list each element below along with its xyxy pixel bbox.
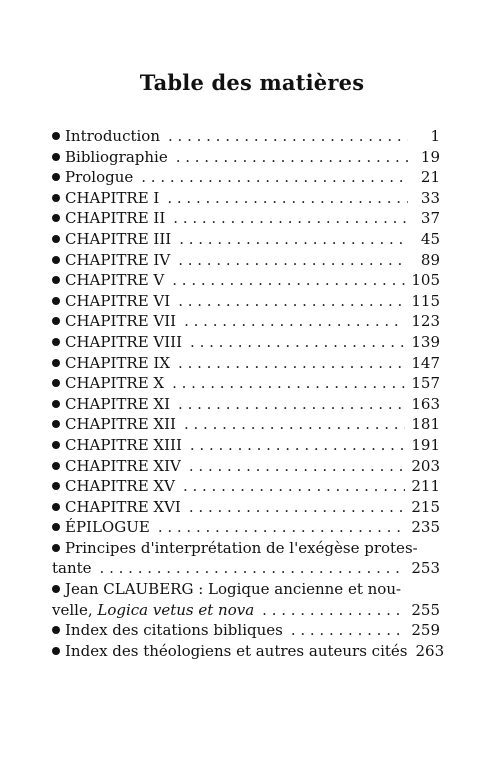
leader-dots bbox=[179, 229, 408, 250]
toc-entry-principes-line1: Principes d'interprétation de l'exégèse protes- bbox=[65, 538, 418, 557]
toc-entry[interactable] bbox=[52, 270, 440, 291]
toc-entry-page: 203 bbox=[411, 456, 440, 475]
toc-entry[interactable] bbox=[52, 353, 440, 374]
leader-dots bbox=[100, 558, 406, 579]
toc-entry[interactable] bbox=[52, 167, 440, 188]
bullet-icon bbox=[52, 188, 65, 209]
toc-entry-label: CHAPITRE X bbox=[65, 374, 165, 393]
toc-entry-page: 139 bbox=[411, 332, 440, 351]
leader-dots bbox=[262, 600, 405, 621]
toc-entry[interactable] bbox=[52, 497, 440, 518]
toc-entry-label: CHAPITRE VIII bbox=[65, 332, 183, 351]
bullet-icon bbox=[52, 579, 65, 600]
bullet-icon bbox=[52, 332, 65, 353]
toc-entry-clauberg-line2 bbox=[52, 600, 254, 621]
leader-dots bbox=[291, 620, 406, 641]
leader-dots bbox=[189, 456, 405, 477]
bullet-icon bbox=[52, 250, 65, 271]
toc-entry-index-theologiens-page: 263 bbox=[415, 641, 445, 660]
toc-entry-page: 215 bbox=[411, 497, 440, 516]
toc-entry-index-bibliques-label: Index des citations bibliques bbox=[65, 621, 283, 640]
leader-dots bbox=[167, 188, 408, 209]
bullet-icon bbox=[52, 373, 65, 394]
toc-entry-page: 105 bbox=[411, 271, 440, 290]
toc-entry[interactable] bbox=[52, 456, 440, 477]
bullet-icon bbox=[52, 497, 65, 518]
toc-entry-label: CHAPITRE XVI bbox=[65, 497, 181, 516]
toc-entry-page: 19 bbox=[420, 147, 440, 166]
bullet-icon bbox=[52, 208, 65, 229]
bullet-icon bbox=[52, 229, 65, 250]
toc-entry-page: 191 bbox=[411, 435, 440, 454]
leader-dots bbox=[172, 270, 405, 291]
toc-entry-principes-line2: tante bbox=[52, 559, 92, 578]
toc-entry[interactable] bbox=[52, 373, 440, 394]
toc-entry-label: CHAPITRE VII bbox=[65, 312, 177, 331]
bullet-icon bbox=[52, 620, 65, 641]
toc-entry-label: CHAPITRE IV bbox=[65, 250, 171, 269]
leader-dots bbox=[190, 332, 405, 353]
toc-simple-entries bbox=[52, 126, 440, 538]
bullet-icon bbox=[52, 353, 65, 374]
toc-entry-page: 37 bbox=[420, 209, 440, 228]
toc-entry-principes-page: 253 bbox=[411, 559, 440, 578]
toc-entry-clauberg-line2-prefix: velle, bbox=[52, 600, 98, 619]
page-title: Table des matières bbox=[139, 70, 365, 95]
leader-dots bbox=[184, 414, 405, 435]
toc-entry[interactable] bbox=[52, 476, 440, 497]
toc-entry-label: CHAPITRE XIII bbox=[65, 435, 182, 454]
toc-entry-label: Prologue bbox=[65, 168, 134, 187]
toc-entry[interactable] bbox=[52, 250, 440, 271]
toc-entry[interactable] bbox=[52, 208, 440, 229]
toc-entry-label: CHAPITRE XI bbox=[65, 394, 171, 413]
bullet-icon bbox=[52, 456, 65, 477]
toc-entry[interactable] bbox=[52, 517, 440, 538]
leader-dots bbox=[178, 250, 408, 271]
toc-entry-page: 211 bbox=[411, 477, 440, 496]
toc-entry-label: CHAPITRE IX bbox=[65, 353, 171, 372]
toc-entry-label: CHAPITRE I bbox=[65, 188, 160, 207]
toc-entry[interactable] bbox=[52, 414, 440, 435]
leader-dots bbox=[178, 353, 405, 374]
toc-entry-clauberg-line2-italic: Logica vetus et nova bbox=[97, 600, 255, 619]
toc-entry[interactable] bbox=[52, 291, 440, 312]
toc-entry-page: 163 bbox=[411, 394, 440, 413]
leader-dots bbox=[189, 497, 405, 518]
toc-entry-label: CHAPITRE XII bbox=[65, 415, 176, 434]
leader-dots bbox=[178, 394, 405, 415]
toc-entry[interactable] bbox=[52, 147, 440, 168]
toc-entry-label: Introduction bbox=[65, 127, 160, 145]
bullet-icon bbox=[52, 126, 65, 147]
toc-entry-label: CHAPITRE V bbox=[65, 271, 165, 290]
leader-dots bbox=[168, 126, 408, 147]
bullet-icon bbox=[52, 538, 65, 559]
bullet-icon bbox=[52, 167, 65, 188]
toc-entry[interactable] bbox=[52, 332, 440, 353]
toc-entry-clauberg-line1: Jean CLAUBERG : Logique ancienne et nou- bbox=[65, 580, 402, 599]
toc-list bbox=[52, 126, 445, 661]
leader-dots bbox=[173, 208, 408, 229]
toc-entry-clauberg[interactable] bbox=[52, 579, 440, 620]
bullet-icon bbox=[52, 291, 65, 312]
toc-entry-page: 45 bbox=[420, 229, 440, 248]
toc-entry-page: 181 bbox=[411, 415, 440, 434]
toc-entry-label: CHAPITRE VI bbox=[65, 291, 171, 310]
bullet-icon bbox=[52, 517, 65, 538]
toc-entry-index-theologiens-label: Index des théologiens et autres auteurs cités bbox=[65, 641, 408, 660]
leader-dots bbox=[158, 517, 406, 538]
bullet-icon bbox=[52, 394, 65, 415]
toc-entry-page: 21 bbox=[420, 168, 440, 187]
toc-entry[interactable] bbox=[52, 188, 440, 209]
toc-entry-index-theologiens[interactable] bbox=[52, 641, 445, 662]
bullet-icon bbox=[52, 311, 65, 332]
toc-entry-page: 115 bbox=[411, 291, 440, 310]
toc-entry-label: Bibliographie bbox=[65, 147, 168, 166]
leader-dots bbox=[176, 147, 408, 168]
toc-entry-page: 235 bbox=[411, 518, 440, 537]
bullet-icon bbox=[52, 435, 65, 456]
leader-dots bbox=[172, 373, 405, 394]
toc-entry[interactable] bbox=[52, 229, 440, 250]
toc-entry[interactable] bbox=[52, 394, 440, 415]
leader-dots bbox=[190, 435, 405, 456]
toc-entry-clauberg-page: 255 bbox=[411, 600, 440, 619]
toc-entry-label: CHAPITRE XIV bbox=[65, 456, 181, 475]
bullet-icon bbox=[52, 476, 65, 497]
leader-dots bbox=[184, 311, 405, 332]
toc-entry-page: 147 bbox=[411, 353, 440, 372]
toc-entry-page: 123 bbox=[411, 312, 440, 331]
toc-entry-index-bibliques-page: 259 bbox=[411, 621, 440, 640]
toc-entry[interactable] bbox=[52, 435, 440, 456]
toc-entry-label: CHAPITRE II bbox=[65, 209, 166, 228]
toc-entry-page: 157 bbox=[411, 374, 440, 393]
leader-dots bbox=[141, 167, 408, 188]
toc-entry[interactable] bbox=[52, 126, 440, 147]
bullet-icon bbox=[52, 414, 65, 435]
toc-entry-principes[interactable] bbox=[52, 538, 440, 579]
toc-entry-index-bibliques[interactable] bbox=[52, 620, 440, 641]
toc-entry-page: 89 bbox=[420, 250, 440, 269]
toc-entry-label: CHAPITRE XV bbox=[65, 477, 175, 496]
bullet-icon bbox=[52, 641, 65, 662]
bullet-icon bbox=[52, 147, 65, 168]
toc-entry[interactable] bbox=[52, 311, 440, 332]
toc-entry-label: CHAPITRE III bbox=[65, 229, 172, 248]
toc-entry-page: 33 bbox=[420, 188, 440, 207]
leader-dots bbox=[183, 476, 405, 497]
toc-entry-label: ÉPILOGUE bbox=[65, 518, 150, 537]
leader-dots bbox=[178, 291, 405, 312]
bullet-icon bbox=[52, 270, 65, 291]
toc-entry-page: 1 bbox=[430, 127, 440, 145]
